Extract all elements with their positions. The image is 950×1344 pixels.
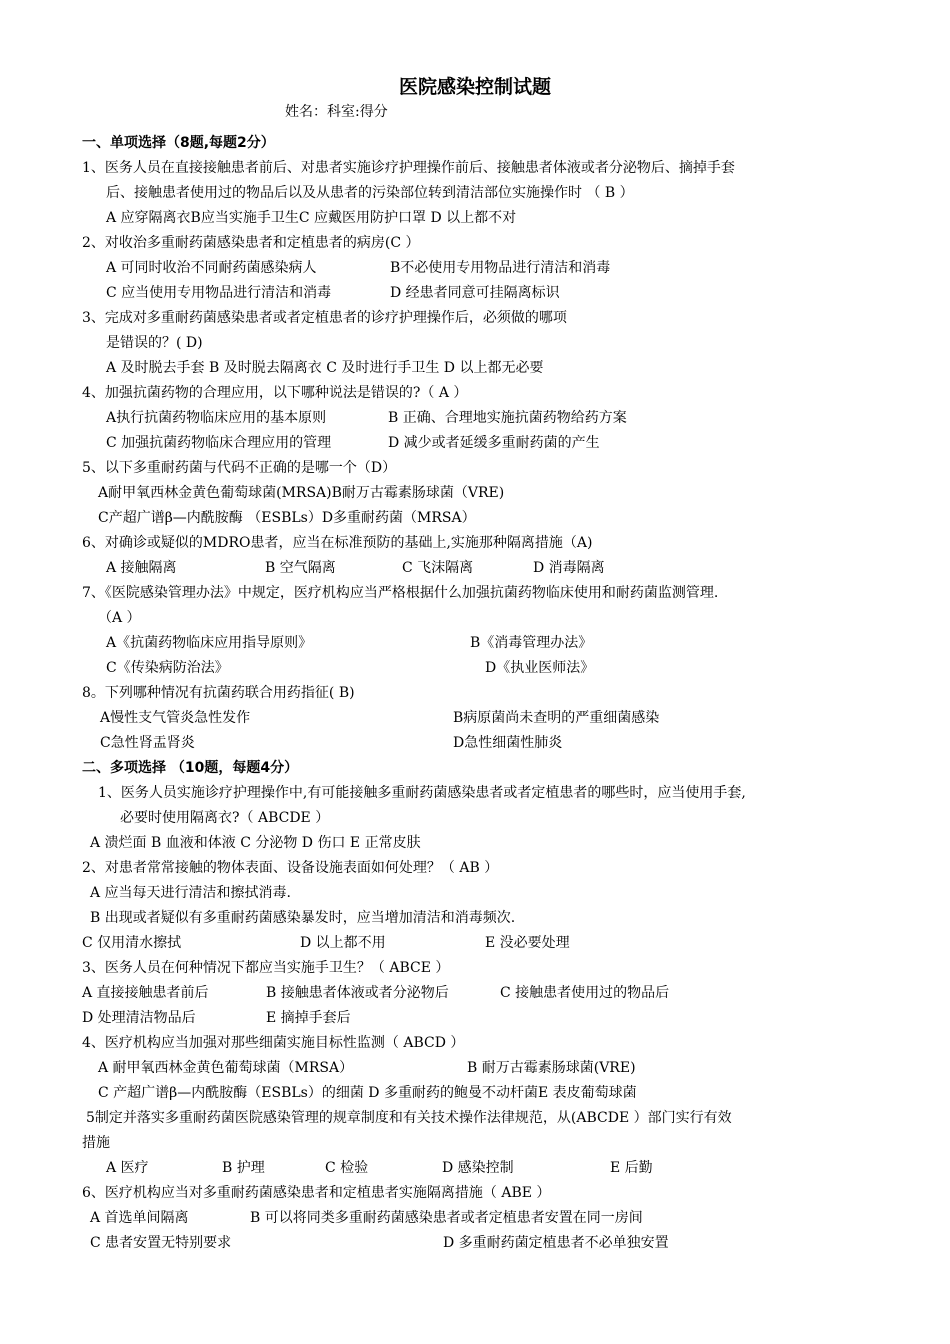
- mc-question-3-option-d: D 处理清洁物品后: [82, 1010, 196, 1026]
- question-2-option-c: C 应当使用专用物品进行清洁和消毒: [106, 285, 332, 301]
- question-7-option-c: C《传染病防治法》: [106, 660, 229, 676]
- mc-question-6-option-a: A 首选单间隔离: [90, 1210, 189, 1226]
- mc-question-5-option-c: C 检验: [325, 1160, 369, 1176]
- mc-question-4-stem: 4、医疗机构应当加强对那些细菌实施目标性监测（ ABCD ）: [82, 1035, 465, 1051]
- mc-question-2-option-e: E 没必要处理: [485, 935, 570, 951]
- question-4-option-d: D 减少或者延缓多重耐药菌的产生: [388, 435, 600, 451]
- section-heading-multiple-choice: 二、多项选择 （10题，每题4分）: [82, 760, 299, 776]
- question-2-option-d: D 经患者同意可挂隔离标识: [390, 285, 560, 301]
- question-3-stem-cont: 是错误的？( D): [106, 335, 203, 351]
- mc-question-1-stem: 1、医务人员实施诊疗护理操作中,有可能接触多重耐药菌感染患者或者定植患者的哪些时，应当使用手套,: [98, 785, 746, 801]
- mc-question-2-option-c: C 仅用清水擦拭: [82, 935, 182, 951]
- mc-question-6-stem: 6、医疗机构应当对多重耐药菌感染患者和定植患者实施隔离措施（ ABE ）: [82, 1185, 551, 1201]
- mc-question-5-option-a: A 医疗: [106, 1160, 149, 1176]
- mc-question-6-option-d: D 多重耐药菌定植患者不必单独安置: [443, 1235, 669, 1251]
- mc-question-6-option-b: B 可以将同类多重耐药菌感染患者或者定植患者安置在同一房间: [250, 1210, 643, 1226]
- question-3-options: A 及时脱去手套 B 及时脱去隔离衣 C 及时进行手卫生 D 以上都无必要: [106, 360, 544, 376]
- exam-info-line: 姓名：科室:得分: [285, 104, 388, 120]
- question-1-stem: 1、医务人员在直接接触患者前后、对患者实施诊疗护理操作前后、接触患者体液或者分泌物后、摘掉手套: [82, 160, 735, 176]
- question-2-option-a: A 可同时收治不同耐药菌感染病人: [106, 260, 317, 276]
- mc-question-4-option-a: A 耐甲氧西林金黄色葡萄球菌（MRSA）: [98, 1060, 354, 1076]
- mc-question-2-stem: 2、对患者常常接触的物体表面、设备设施表面如何处理？（ AB ）: [82, 860, 499, 876]
- question-4-stem: 4、加强抗菌药物的合理应用，以下哪种说法是错误的?（ A ）: [82, 385, 468, 401]
- mc-question-1-stem-cont: 必要时使用隔离衣?（ ABCDE ）: [120, 810, 330, 826]
- question-1-stem-cont: 后、接触患者使用过的物品后以及从患者的污染部位转到清洁部位实施操作时 （ B ）: [106, 185, 634, 201]
- mc-question-3-option-b: B 接触患者体液或者分泌物后: [266, 985, 449, 1001]
- question-7-answer: （A ）: [98, 610, 141, 626]
- question-7-stem: 7、《医院感染管理办法》中规定，医疗机构应当严格根据什么加强抗菌药物临床使用和耐药菌监测管理.: [82, 585, 719, 601]
- question-8-option-b: B病原菌尚未查明的严重细菌感染: [453, 710, 660, 726]
- question-2-option-b: B不必使用专用物品进行清洁和消毒: [390, 260, 611, 276]
- question-8-stem: 8。下列哪种情况有抗菌药联合用药指征( B): [82, 685, 355, 701]
- question-8-option-d: D急性细菌性肺炎: [453, 735, 563, 751]
- mc-question-6-option-c: C 患者安置无特别要求: [90, 1235, 232, 1251]
- mc-question-2-option-a: A 应当每天进行清洁和擦拭消毒.: [90, 885, 292, 901]
- mc-question-5-stem-cont: 措施: [82, 1135, 110, 1151]
- mc-question-2-option-b: B 出现或者疑似有多重耐药菌感染暴发时，应当增加清洁和消毒频次.: [90, 910, 516, 926]
- question-7-option-b: B《消毒管理办法》: [470, 635, 593, 651]
- section-heading-single-choice: 一、单项选择（8题,每题2分）: [82, 135, 275, 151]
- question-8-option-a: A慢性支气管炎急性发作: [100, 710, 251, 726]
- question-5-options-2: C产超广谱β—内酰胺酶 （ESBLs）D多重耐药菌（MRSA）: [98, 510, 476, 526]
- mc-question-3-stem: 3、医务人员在何种情况下都应当实施手卫生？（ ABCE ）: [82, 960, 450, 976]
- question-1-options: A 应穿隔离衣B应当实施手卫生C 应戴医用防护口罩 D 以上都不对: [106, 210, 517, 226]
- mc-question-5-option-e: E 后勤: [610, 1160, 653, 1176]
- mc-question-2-option-d: D 以上都不用: [300, 935, 386, 951]
- question-4-option-c: C 加强抗菌药物临床合理应用的管理: [106, 435, 332, 451]
- question-7-option-a: A《抗菌药物临床应用指导原则》: [106, 635, 313, 651]
- question-6-option-d: D 消毒隔离: [533, 560, 605, 576]
- mc-question-5-option-d: D 感染控制: [442, 1160, 514, 1176]
- question-6-option-a: A 接触隔离: [106, 560, 177, 576]
- mc-question-3-option-c: C 接触患者使用过的物品后: [500, 985, 670, 1001]
- mc-question-3-option-a: A 直接接触患者前后: [82, 985, 209, 1001]
- question-8-option-c: C急性肾盂肾炎: [100, 735, 195, 751]
- question-6-option-c: C 飞沫隔离: [402, 560, 474, 576]
- mc-question-4-option-b: B 耐万古霉素肠球菌(VRE): [467, 1060, 636, 1076]
- question-4-option-a: A执行抗菌药物临床应用的基本原则: [106, 410, 327, 426]
- mc-question-5-option-b: B 护理: [222, 1160, 265, 1176]
- page-title: 医院感染控制试题: [398, 76, 551, 98]
- question-3-stem: 3、完成对多重耐药菌感染患者或者定植患者的诊疗护理操作后，必须做的哪项: [82, 310, 567, 326]
- question-6-stem: 6、对确诊或疑似的MDRO患者，应当在标准预防的基础上,实施那种隔离措施（A): [82, 535, 593, 551]
- question-2-stem: 2、对收治多重耐药菌感染患者和定植患者的病房(C ）: [82, 235, 420, 251]
- question-5-options-1: A耐甲氧西林金黄色葡萄球菌(MRSA)B耐万古霉素肠球菌（VRE): [98, 485, 505, 501]
- question-4-option-b: B 正确、合理地实施抗菌药物给药方案: [388, 410, 627, 426]
- mc-question-4-option-c: C 产超广谱β—内酰胺酶（ESBLs）的细菌 D 多重耐药的鲍曼不动杆菌E 表皮葡萄球菌: [98, 1085, 637, 1101]
- question-5-stem: 5、以下多重耐药菌与代码不正确的是哪一个（D）: [82, 460, 397, 476]
- mc-question-5-stem: 5制定并落实多重耐药菌医院感染管理的规章制度和有关技术操作法律规范，从(ABCDE ）部门实行有效: [86, 1110, 732, 1126]
- mc-question-3-option-e: E 摘掉手套后: [266, 1010, 351, 1026]
- mc-question-1-options: A 溃烂面 B 血液和体液 C 分泌物 D 伤口 E 正常皮肤: [90, 835, 421, 851]
- question-7-option-d: D《执业医师法》: [485, 660, 595, 676]
- question-6-option-b: B 空气隔离: [265, 560, 336, 576]
